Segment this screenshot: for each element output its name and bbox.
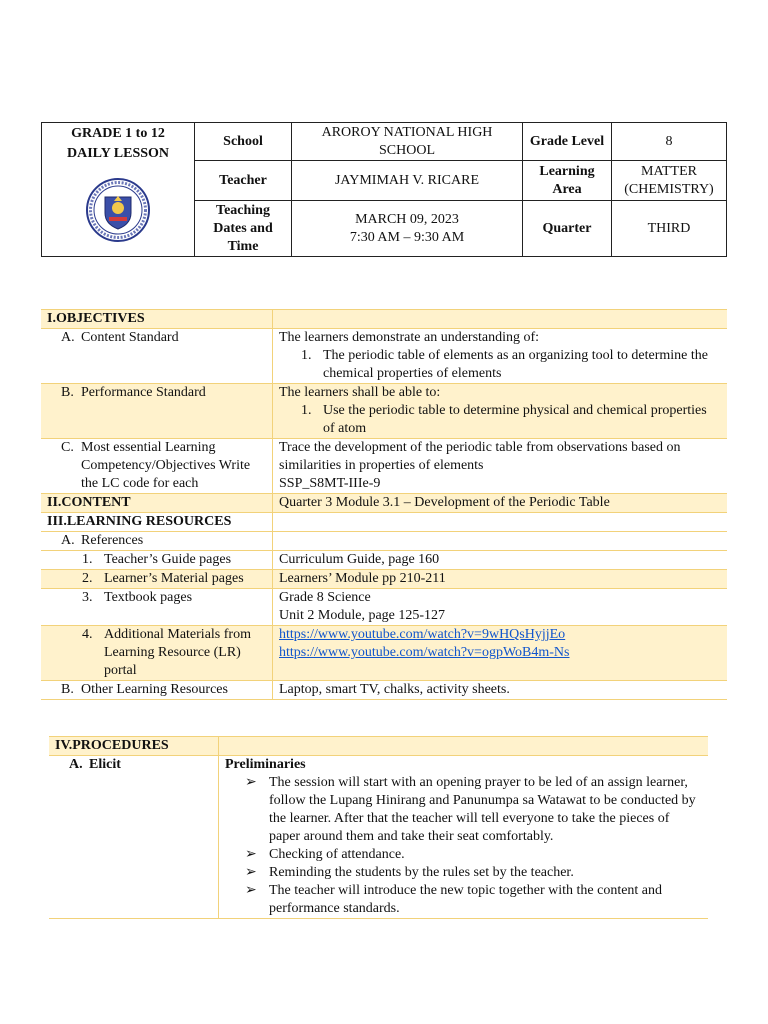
list-item [225,882,702,918]
quarter-value: THIRD [612,201,727,257]
textbook-value-1: Grade 8 Science [279,590,371,605]
list-item [225,774,702,846]
additional-materials-value-cell [273,626,728,681]
table-row [41,589,727,626]
table-row [41,329,727,384]
bullet-text: The teacher will introduce the new topic together with the content and performance standards. [269,883,663,916]
table-row [41,494,727,513]
table-row [41,551,727,570]
performance-standard-label-cell [41,384,273,439]
list-item [225,864,702,882]
teacher-value: JAYMIMAH V. RICARE [292,161,523,201]
performance-standard-label: Performance Standard [81,385,206,400]
content-standard-item: The periodic table of elements as an organizing tool to determine the chemical properties of elements [323,348,708,381]
list-marker: 2. [82,571,93,586]
learning-resources-blank [273,513,728,532]
melc-value-cell [273,439,728,494]
learning-area-value: MATTER (CHEMISTRY) [612,161,727,201]
other-resources-label: Other Learning Resources [81,682,228,697]
content-standard-label-cell [41,329,273,384]
school-value: AROROY NATIONAL HIGH SCHOOL [292,123,523,161]
list-marker: B. [61,682,74,697]
teachers-guide-label-cell [41,551,273,570]
list-marker: A. [61,533,75,548]
references-blank [273,532,728,551]
list-marker: C. [61,440,74,455]
preliminaries-heading: Preliminaries [225,757,306,772]
bullet-text: Checking of attendance. [269,847,405,862]
table-row [49,737,708,756]
table-row [41,532,727,551]
teachers-guide-value: Curriculum Guide, page 160 [273,551,728,570]
textbook-label-cell [41,589,273,626]
table-row [41,439,727,494]
learners-material-label-cell [41,570,273,589]
objectives-heading-blank [273,310,728,329]
deped-seal-icon [85,177,151,243]
youtube-link-2[interactable]: https://www.youtube.com/watch?v=ogpWoB4m-Ns [279,645,570,660]
arrow-bullet-icon: ➢ [245,847,257,862]
grade-level-label: Grade Level [523,123,612,161]
performance-standard-item: Use the periodic table to determine physical and chemical properties of atom [323,403,707,436]
table-row [41,513,727,532]
youtube-link-1[interactable]: https://www.youtube.com/watch?v=9wHQsHyjjEo [279,627,566,642]
arrow-bullet-icon: ➢ [245,883,257,898]
objectives-table [41,309,727,700]
table-row [41,626,727,681]
content-standard-intro: The learners demonstrate an understanding of: [279,330,540,345]
melc-label: Most essential Learning Competency/Objectives Write the LC code for each [81,440,251,491]
bullet-text: Reminding the students by the rules set by the teacher. [269,865,574,880]
objectives-heading: I.OBJECTIVES [41,310,273,329]
arrow-bullet-icon: ➢ [245,775,257,790]
teachers-guide-label: Teacher’s Guide pages [104,552,232,567]
procedures-table [49,736,708,919]
procedures-heading-blank [219,737,709,756]
learning-area-label: Learning Area [523,161,612,201]
references-label-cell [41,532,273,551]
additional-materials-label-cell [41,626,273,681]
learners-material-value: Learners’ Module pp 210-211 [273,570,728,589]
melc-text: Trace the development of the periodic table from observations based on similarities in properties of elements [279,440,681,473]
list-marker: 1. [301,403,312,418]
learning-resources-heading: III.LEARNING RESOURCES [41,513,273,532]
content-value: Quarter 3 Module 3.1 – Development of the Periodic Table [273,494,728,513]
arrow-bullet-icon: ➢ [245,865,257,880]
teaching-dates-value [292,201,523,257]
teaching-date: MARCH 09, 2023 [355,211,459,227]
content-standard-value-cell [273,329,728,384]
elicit-value-cell [219,756,709,919]
list-marker: 1. [82,552,93,567]
learners-material-label: Learner’s Material pages [104,571,244,586]
teaching-time: 7:30 AM – 9:30 AM [349,229,465,245]
list-marker: 4. [82,627,93,642]
table-row [49,756,708,919]
table-row [41,681,727,700]
list-item [225,846,702,864]
textbook-label: Textbook pages [104,590,193,605]
list-marker: 3. [82,590,93,605]
lesson-header-table [41,122,727,257]
elicit-label-cell [49,756,219,919]
references-label: References [81,533,144,548]
list-marker: 1. [301,348,312,363]
grade-level-value: 8 [612,123,727,161]
melc-code: SSP_S8MT-IIIe-9 [279,476,381,491]
header-title-cell [42,123,195,257]
list-marker: B. [61,385,74,400]
bullet-text: The session will start with an opening prayer to be led of an assign learner, follow the Lupang Hinirang and Panunumpa sa Watawat to be conducted by the learner. After that the teacher will tell everyone to take the pieces of paper around them and take their seat comfortably. [269,775,696,844]
table-row [41,310,727,329]
teaching-dates-label: Teaching Dates and Time [195,201,292,257]
list-marker: A. [61,330,75,345]
teacher-label: Teacher [195,161,292,201]
other-resources-label-cell [41,681,273,700]
textbook-value-cell [273,589,728,626]
table-row [41,570,727,589]
performance-standard-intro: The learners shall be able to: [279,385,441,400]
melc-label-cell [41,439,273,494]
procedures-heading: IV.PROCEDURES [49,737,219,756]
other-resources-value: Laptop, smart TV, chalks, activity sheets. [273,681,728,700]
quarter-label: Quarter [523,201,612,257]
school-label: School [195,123,292,161]
textbook-value-2: Unit 2 Module, page 125-127 [279,608,446,623]
header-title-line2: DAILY LESSON [66,146,170,161]
elicit-label: Elicit [89,757,121,772]
content-heading: II.CONTENT [41,494,273,513]
performance-standard-value-cell [273,384,728,439]
header-title-line1: GRADE 1 to 12 [71,126,165,141]
additional-materials-label: Additional Materials from Learning Resource (LR) portal [104,627,251,678]
content-standard-label: Content Standard [81,330,179,345]
table-row [41,384,727,439]
list-marker: A. [69,757,83,772]
